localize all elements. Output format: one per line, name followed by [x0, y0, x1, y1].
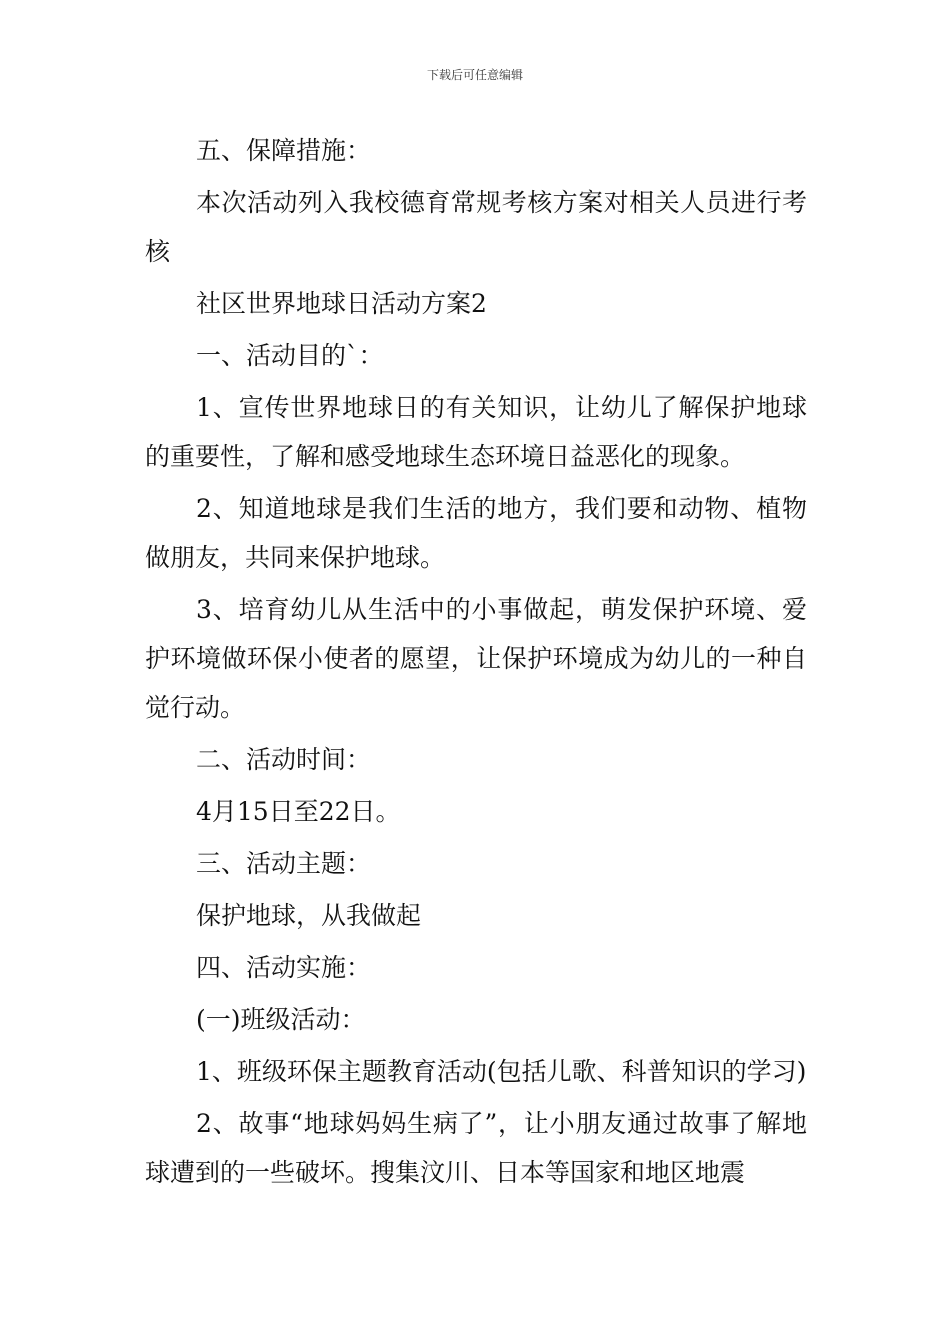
section-heading-safeguards: 五、保障措施： — [196, 136, 372, 165]
page-header-note: 下载后可任意编辑 — [426, 68, 523, 82]
list-item-class-activity-1: 1、班级环保主题教育活动(包括儿歌、科普知识的学习) — [196, 1057, 807, 1086]
section-heading-theme: 三、活动主题： — [196, 849, 372, 878]
subsection-heading-class-activities: (一)班级活动： — [196, 1005, 366, 1034]
paragraph-dates: 4月15日至22日。 — [196, 797, 401, 826]
list-item-purpose-3: 3、培育幼儿从生活中的小事做起，萌发保护环境、爱护环境做环保小使者的愿望，让保护环境成为幼儿的一种自觉行动。 — [145, 595, 807, 722]
section-heading-purpose: 一、活动目的`： — [196, 341, 384, 370]
list-item-class-activity-2: 2、故事“地球妈妈生病了”，让小朋友通过故事了解地球遭到的一些破坏。搜集汶川、日本等国家和地区地震 — [145, 1109, 807, 1187]
section-heading-implementation: 四、活动实施： — [196, 953, 372, 982]
section-heading-time: 二、活动时间： — [196, 745, 372, 774]
document-title: 社区世界地球日活动方案2 — [196, 289, 487, 318]
paragraph-theme: 保护地球，从我做起 — [196, 901, 422, 930]
list-item-purpose-1: 1、宣传世界地球日的有关知识，让幼儿了解保护地球的重要性，了解和感受地球生态环境日益恶化的现象。 — [145, 393, 807, 471]
document-body — [145, 126, 807, 1197]
paragraph-assessment: 本次活动列入我校德育常规考核方案对相关人员进行考核 — [145, 188, 807, 266]
list-item-purpose-2: 2、知道地球是我们生活的地方，我们要和动物、植物做朋友，共同来保护地球。 — [145, 494, 807, 572]
